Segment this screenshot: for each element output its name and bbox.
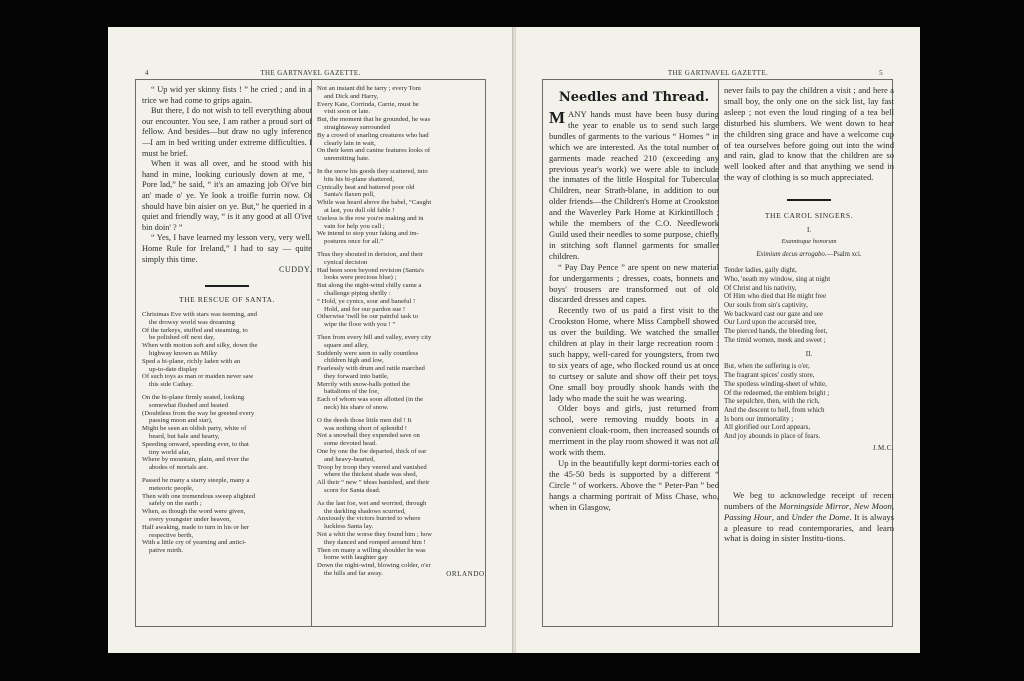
ack-magazine: Morningside Mirror [779,500,850,511]
poem-line: Each of whom was soon allotted (in the [317,396,424,404]
poem-line: Fearlessly with drum and rattle marched [317,365,425,373]
ack-intro: We beg to acknowledge receipt of recent numbers of the [724,489,894,511]
poem-line: (Doubtless from the way he greeted every [142,409,255,417]
ack-magazine: New Moon [853,500,892,511]
poem-line: and heavy-hearted, [324,455,375,463]
poem-line: at last, you dull old fable ! [324,206,395,214]
ack-separator: , [891,500,894,511]
poem-line: highway known as Milky [149,350,218,358]
carol-signature: J.M.C. [872,443,894,452]
poem-line: the darkling shadows scurried, [324,507,406,515]
article-paragraph [549,109,719,262]
poem-line: challenge piping shrilly : [324,289,391,297]
poem-line: bits his bi-plane shattered, [324,175,395,183]
poem-line: Then on many a willing shoulder he was [317,546,426,554]
poem-line: children high and low, [324,357,384,365]
poem-line: they forward into battle, [324,372,389,380]
poem-line: the hills and far away. [324,570,383,578]
poem-line: this side Cathay. [149,381,193,389]
ack-outro: . It is always a pleasure to read contemporaries, and learn what is doing in sister Institu-tions. [724,511,894,544]
left-column [549,85,719,623]
carol-line: The sepulchre, then, with the rich, [724,397,820,406]
poem-line: Not a whit the worse they found him ; how [317,531,432,539]
poem-line: Thus they shouted in derision, and their [317,250,424,258]
poem-line: visit soon or late. [324,108,371,116]
left-page [108,27,513,653]
poem-line: postures once for all.” [324,238,384,246]
poem-line: While was heard above the babel, “Caught [317,199,432,207]
drop-cap: M [549,108,566,127]
carol-line: Of the redeemed, the emblem bright ; [724,388,830,397]
poem-line: be polished off next day, [149,334,215,342]
right-column [317,85,487,623]
poem-line: the drowsy world was dreaming [149,318,235,326]
poem-line: Passed he many a starry steeple, many a [142,477,250,485]
poem-line: square and alley, [324,341,369,349]
article-title: Needles and Thread. [558,90,710,105]
poem-line: But along the night-wind chilly came a [317,282,422,290]
carol-line: Our Lord upon the accursëd tree, [724,318,817,327]
carol-line: The fragrant spices' costly store, [724,371,815,380]
poem-line: borne with laughter gay [324,554,388,562]
poem-line: With a little cry of yearning and antici- [142,539,247,547]
left-column [142,85,312,623]
carol-title: THE CAROL SINGERS. [764,211,854,221]
carol-line: All glorified our Lord appears, [724,423,811,432]
carol-line: Of Him who died that He might free [724,292,827,301]
poem-line: Anxiously the victors hurried to where [317,515,421,523]
poem-line: where the thickest shade was shed, [324,471,418,479]
poem-line: On their keen and canine features looks of [317,147,431,155]
article-continuation: never fails to pay the children a visit ; and here a small boy, the only one on the sick list, lay fast asleep ; not even the loud ringing of a tea bell disturbed his slumbers. We went down to hear the children sing grace and have a welcome cup of tea ourselves before going out into the wind and rain, glad to know that the children are so well looked after and that anything we send in the way of clothing is so much appreciated. [724,85,894,183]
carol-stanza-2 [724,362,894,440]
poem-line: Merrily with snow-balls potted the [317,380,410,388]
poem-line: Not a snowball they expended save on [317,432,420,440]
story-paragraph: When it was all over, and he stood with his hand in mine, looking curiously down at me, “ Pore lad,” he said, “ it's an amazing job Oi've bin an' made o' ye. Ye look a troifle furrin now. Oi should have bin aisier on ye. But,” he queried in a quiet and friendly way, “ is it any good at all O'ive bin doin' ? ” [142,159,312,232]
poem-line: vain for help you call ; [324,222,385,230]
poem-line: O the deeds those little men did ! It [317,416,412,424]
poem-line: Troop by troop they veered and vanished [317,463,427,471]
carol-line: Is born our immortality ; [724,414,794,423]
right-page [516,27,920,653]
poem-line: All their “ new ” ideas banished, and their [317,479,430,487]
poem-line: In the snow his goods they scattered, into [317,167,428,175]
acknowledgement-paragraph [724,490,894,545]
poem-line: As the last foe, wet and worried, through [317,499,427,507]
carol-epigraph [724,251,894,258]
story-paragraph: “ Up wid yer skinny fists ! ” he cried ; and in a trice we had come to grips again. [142,85,312,105]
running-header [546,65,890,79]
ack-magazine: Under the Dome [791,511,850,522]
poem-line: safely on the earth ; [149,500,202,508]
carol-line: The pierced hands, the bleeding feet, [724,327,828,336]
article-paragraph: Older boys and girls, just returned from school, were removing muddy boots in a convenient cloak-room, then increased sounds of merriment in the play room showed it was not all work with them. [549,403,719,458]
poem-line: respective berth, [149,531,194,539]
poem-line: every youngster under heaven, [149,516,232,524]
story-paragraph: “ Yes, I have learned my lesson very, very well. Home Rule for Ireland,” I had to say — quite simply this time. [142,233,312,264]
poem-line: cynical decision [324,258,368,266]
poem-line: When, as though the word were given, [142,508,246,516]
poem-line: Where by mountain, plain, and river the [142,456,249,464]
poem-line: clearly lain in wait, [324,139,376,147]
story-paragraph: But there, I do not wish to tell everything about our encounter. You see, I am rather a proud sort of fellow. And besides—but draw no ugly inference—I am in bed writing under extreme difficulties. I must be brief. [142,106,312,158]
poem-line: Hold, and for our pardon sue ! [324,305,406,313]
story-signature: CUDDY. [278,265,312,275]
poem-line: Had been soon beyond revision (Santa's [317,266,424,274]
epigraph-latin: Eximium decus arrogabo. [756,251,827,259]
poem-column-2 [317,85,487,578]
poem-line: up-to-date display [149,365,198,373]
poem-author: ORLANDO. [446,569,487,578]
page-frame [542,79,893,627]
running-header [138,65,483,79]
poem-line: beard, but hale and hearty, [149,433,220,441]
carol-line: The spotless winding-sheet of white, [724,379,827,388]
poem-line: Useless is the row you're making and in [317,214,424,222]
poem-line: Speeding onward, speeding ever, to that [142,440,249,448]
carol-section-number: II. [805,350,813,359]
poem-line: Cynically beat and battered poor old [317,183,415,191]
poem-line: Down the night-wind, blowing colder, o'er [317,562,431,570]
carol-subtitle: Examtoque honorum [781,238,837,246]
carol-line: Tender ladies, gaily dight, [724,266,797,275]
ack-magazine: Passing Hour [724,511,772,522]
poem-line: “ Hold, ye cynics, sour and baneful ! [317,297,416,305]
poem-line: Of the turkeys, stuffed and steaming, to [142,326,248,334]
poem-line: looks were precious blue) ; [324,274,397,282]
running-head-title: THE GARTNAVEL GAZETTE. [260,69,361,77]
carol-line: Of Christ and his nativity, [724,283,797,292]
poem-line: unremitting hate. [324,155,370,163]
poem-line: neck) his share of snow. [324,404,389,412]
carol-line: Our souls from sin's captivity, [724,300,808,309]
article-paragraph: Recently two of us paid a first visit to the Crookston Home, where Miss Campbell showed us over the building. We watched the smaller children at play in their large recreation room : such happy, well-cared for youngsters, from two to six years of age, who flocked round us at once to curtsey or salute and show off their pet toys. One small boy proudly shook hands with the lady who made the suit he was wearing. [549,305,719,403]
epigraph-reference: —Psalm xci. [826,251,862,259]
poem-line: passing moon and star), [149,417,213,425]
section-rule [787,199,831,201]
section-rule [205,285,249,287]
poem-line: somewhat flushed and heated [149,401,228,409]
ack-separator: , and [771,511,792,522]
poem-line: and Dick and Harry, [324,92,379,100]
first-paragraph-text: ANY hands must have been busy during the year to enable us to send such large bundles of garments to the various “ Homes ” in which we are interested. As the total number of garments made reached 210 (exceeding any previous year's work) we were able to include the inmates of the little Hospital for Tubercular Children, near Strath-blane, in addition to our older friends—the Children's Home at Crookston and the Waverley Park Home at Kirkintilloch ; while the members of the C.O. Needlework Guild used their needles to some purpose, chiefly in stitching soft flannel garments for smaller children. [549,109,719,261]
carol-line: And the descent to hell, from which [724,406,825,414]
story-end [142,85,312,274]
poem-line: abodes of mortals are. [149,464,209,472]
poem-line: Sped a bi-plane, richly laden with an [142,357,241,365]
poem-line: Christmas Eve with stars was teeming, and [142,311,257,319]
poem-line: some devoted head. [324,440,377,448]
article-paragraph: Up in the beautifully kept dormi-tories each of the 45-50 beds is supported by a different “ Circle ” of workers. Above the “ Peter-Pan ” bed hangs a charming portrait of Miss Chase, who, when in Glasgow, [549,458,719,512]
poem-line: tiny world afar, [149,448,191,456]
poem-line: wipe the floor with you ! ” [324,321,396,329]
carol-section-number: I. [806,226,812,235]
page-frame [135,79,486,627]
carol-line: We backward cast our gaze and see [724,309,823,318]
poem-line: One by one the foe departed, thick of ear [317,448,427,456]
right-column [724,85,894,623]
poem-line: was nothing short of splendid ! [324,424,408,432]
carol-line: The timid women, meek and sweet ; [724,335,826,344]
poem-line: luckless Santa lay. [324,523,374,531]
poem-line: pative mirth. [149,547,184,555]
poem-line: meteoric people, [149,484,194,492]
poem-line: On the bi-plane firmly seated, looking [142,394,245,402]
poem-line: Then from every hill and valley, every city [317,333,432,341]
carol-line: But, when the suffering is o'er, [724,362,810,371]
poem-line: battalions of the foe, [324,388,379,396]
carol-line: Who, 'neath my window, sing at night [724,274,831,283]
poem-line: Half awaking, made to turn in his or her [142,523,250,531]
poem-line: Not an instant did he tarry ; every Tom [317,85,421,92]
ack-separator: , [849,500,854,511]
poem-line: they danced and romped around him ! [324,538,426,546]
poem-line: Suddenly were seen to sally countless [317,349,419,357]
poem-line: When with motion soft and silky, down the [142,342,258,350]
poem-line: Then with one tremendous sweep alighted [142,492,256,500]
poem-line: By a crowd of snarling creatures who had [317,131,429,139]
poem-line: Otherwise 'twill be our painful task to [317,313,419,321]
poem-line: Santa's flaxen poll, [324,191,375,199]
poem-column-1 [142,311,312,555]
poem-line: Might be seen an oldish party, white of [142,425,247,433]
poem-line: Every Kate, Corrinda, Carrie, must be [317,100,419,108]
page-number: 5 [879,69,883,77]
poem-line: We intend to stop your faking and im- [317,230,419,238]
poem-line: But, the moment that he grounded, he was [317,116,431,124]
page-number: 4 [145,69,149,77]
carol-line: And joy abounds in place of fears. [724,432,821,441]
article-paragraph: “ Pay Day Pence ” are spent on new material for undergarments ; dresses, coats, bonnets and boys' trousers are transformed out of old discarded dresses and capes. [549,261,719,305]
poem-line: Of such toys as man or maiden never saw [142,373,254,381]
poem-line: scorn for Santa dead. [324,487,381,495]
poem-line: straightaway surrounded [324,123,390,131]
carol-stanza-1 [724,266,894,344]
running-head-title: THE GARTNAVEL GAZETTE. [667,69,769,77]
poem-title: THE RESCUE OF SANTA. [179,295,275,305]
